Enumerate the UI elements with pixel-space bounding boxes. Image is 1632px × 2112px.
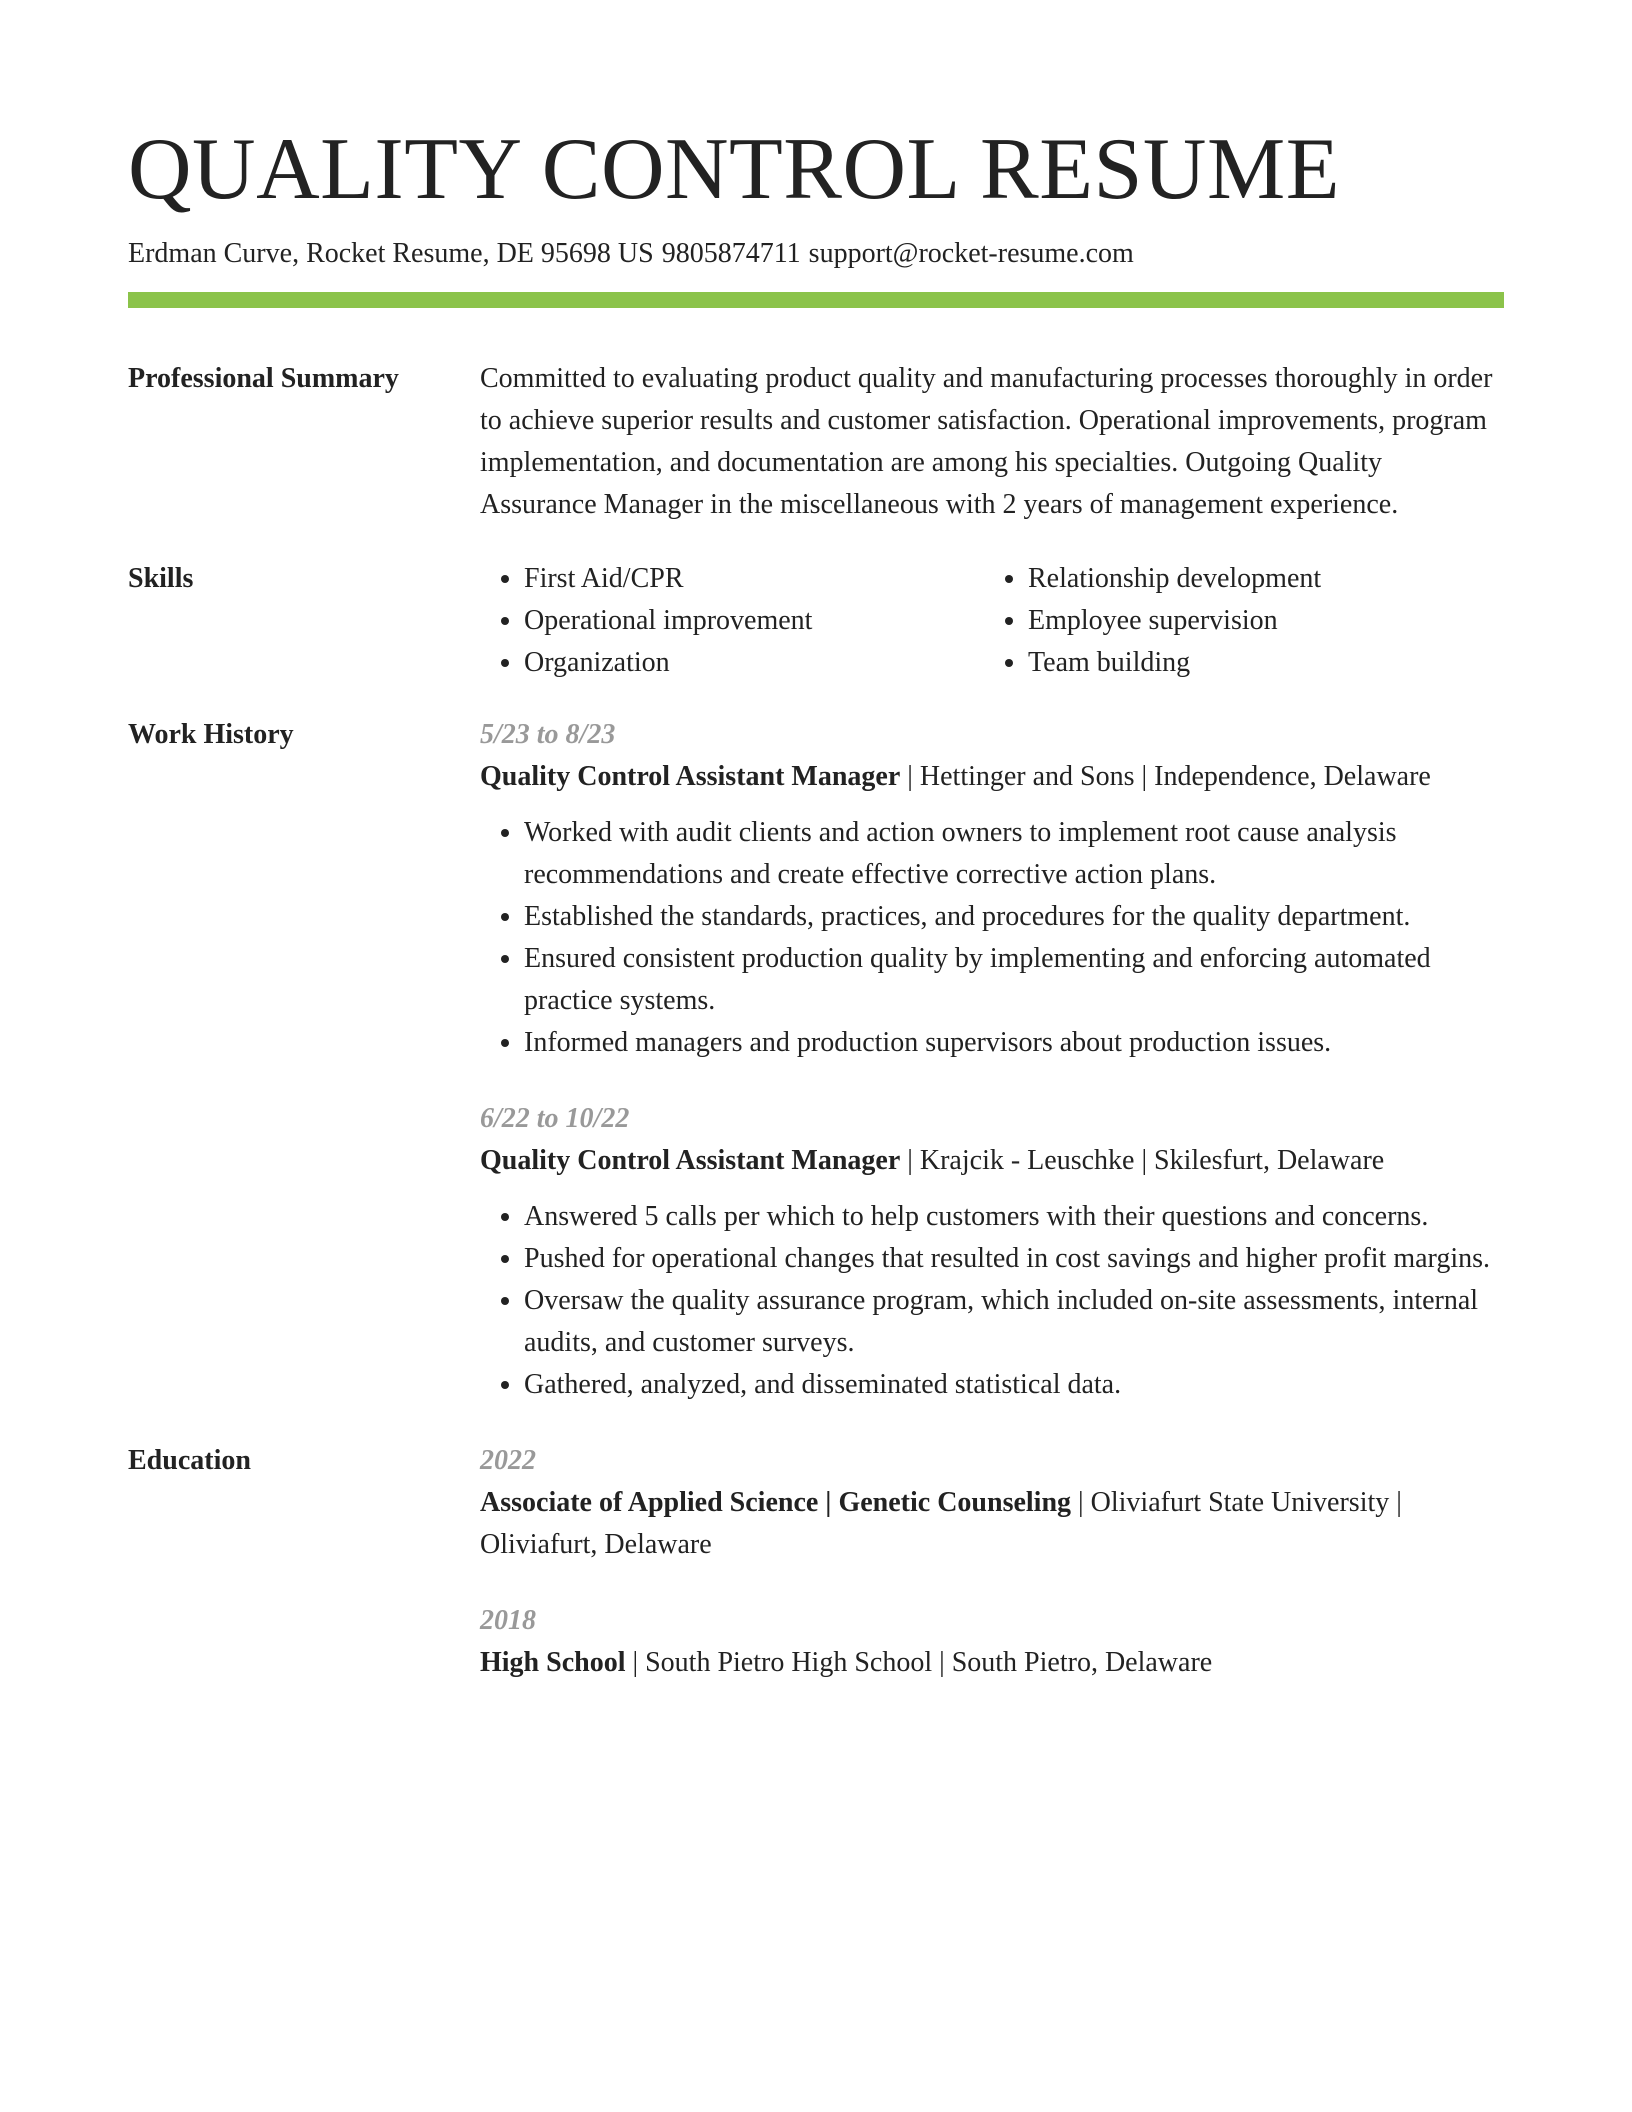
contact-email: support@rocket-resume.com [808,238,1134,269]
job-role-line [480,1140,1504,1182]
job-bullet: • Worked with audit clients and action owners to implement root cause analysis recommendations and create effective corrective action plans. [524,812,1504,896]
skill-item: • Employee supervision [1028,600,1321,642]
job-details: | Krajcik - Leuschke | Skilesfurt, Delaware [900,1145,1385,1176]
skill-item: • Organization [524,642,984,684]
education-degree: Associate of Applied Science | Genetic Counseling [480,1487,1072,1518]
job-details: | Hettinger and Sons | Independence, Delaware [900,761,1431,792]
job-bullet: • Informed managers and production supervisors about production issues. [524,1022,1504,1064]
education-degree: High School [480,1647,626,1678]
job-bullet: • Answered 5 calls per which to help customers with their questions and concerns. [524,1196,1504,1238]
education-entry [480,1440,1504,1566]
job-dates: 6/22 to 10/22 [480,1103,630,1134]
job-bullet: • Gathered, analyzed, and disseminated statistical data. [524,1364,1504,1406]
resume-title: QUALITY CONTROL RESUME [128,121,1340,218]
job-title: Quality Control Assistant Manager [480,761,901,792]
summary-text: Committed to evaluating product quality and manufacturing processes thoroughly in order to achieve superior results and customer satisfaction. Operational improvements, program implementation, and documentation are among his specialties. Outgoing Quality Assurance Manager in the miscellaneous with 2 years of management experience. [480,363,1493,520]
summary-label: Professional Summary [128,363,399,394]
skill-item: • Team building [1028,642,1321,684]
work-history-section [128,714,1504,1406]
education-details: | South Pietro High School | South Pietro, Delaware [625,1647,1213,1678]
skills-section [128,558,1504,684]
job-bullets [480,1196,1504,1406]
job-entry [480,1098,1504,1406]
education-line [480,1482,1504,1566]
contact-phone: 9805874711 [661,238,801,269]
education-entry [480,1600,1504,1684]
skill-item: • First Aid/CPR [524,558,984,600]
resume-page [128,118,1504,1684]
job-bullet: • Established the standards, practices, and procedures for the quality department. [524,896,1504,938]
contact-address: Erdman Curve, Rocket Resume, DE 95698 US [128,238,654,269]
job-bullets [480,812,1504,1064]
job-dates: 5/23 to 8/23 [480,719,616,750]
education-details: | Oliviafurt State University | Oliviafurt, Delaware [480,1487,1402,1560]
skills-label: Skills [128,563,194,594]
skills-list-left [480,558,984,684]
education-section [128,1440,1504,1684]
job-bullet: • Oversaw the quality assurance program, which included on-site assessments, internal audits, and customer surveys. [524,1280,1504,1364]
education-year: 2022 [480,1445,536,1476]
job-role-line [480,756,1504,798]
education-label: Education [128,1445,251,1476]
job-bullet: • Pushed for operational changes that resulted in cost savings and higher profit margins. [524,1238,1504,1280]
education-line [480,1642,1504,1684]
skills-list-right [984,558,1321,684]
summary-section [128,358,1504,526]
job-title: Quality Control Assistant Manager [480,1145,901,1176]
skill-item: • Operational improvement [524,600,984,642]
header-divider [128,292,1504,308]
skill-item: • Relationship development [1028,558,1321,600]
work-history-label: Work History [128,719,294,750]
job-bullet: • Ensured consistent production quality by implementing and enforcing automated practice systems. [524,938,1504,1022]
job-entry [480,714,1504,1064]
education-year: 2018 [480,1605,536,1636]
contact-line [128,234,1504,274]
